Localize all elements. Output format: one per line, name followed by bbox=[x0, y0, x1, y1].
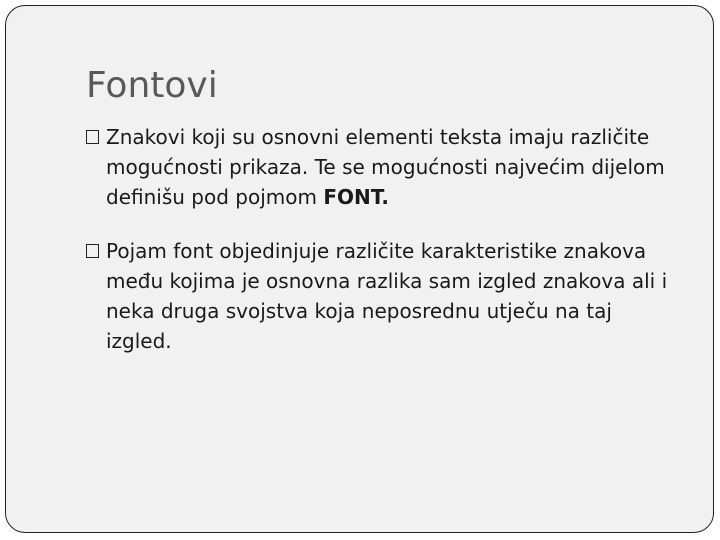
bullet-item-1 bbox=[86, 122, 676, 212]
slide-title: Fontovi bbox=[86, 65, 218, 106]
bullet-text-2: Pojam font objedinjuje različite karakteristike znakova među kojima je osnovna razlika sam izgled znakova ali i neka druga svojstva koja neposrednu utječu na taj izgled. bbox=[106, 239, 668, 353]
bullet-list bbox=[86, 122, 676, 380]
bullet-text-1: Znakovi koji su osnovni elementi teksta imaju različite mogućnosti prikaza. Te se mogućnosti najvećim dijelom definišu pod pojmom bbox=[106, 125, 665, 209]
slide-frame bbox=[5, 5, 714, 533]
square-bullet-icon bbox=[86, 130, 99, 144]
bullet-item-2 bbox=[86, 236, 676, 356]
square-bullet-icon bbox=[86, 244, 99, 258]
bullet-emphasis-font: FONT. bbox=[323, 185, 389, 209]
